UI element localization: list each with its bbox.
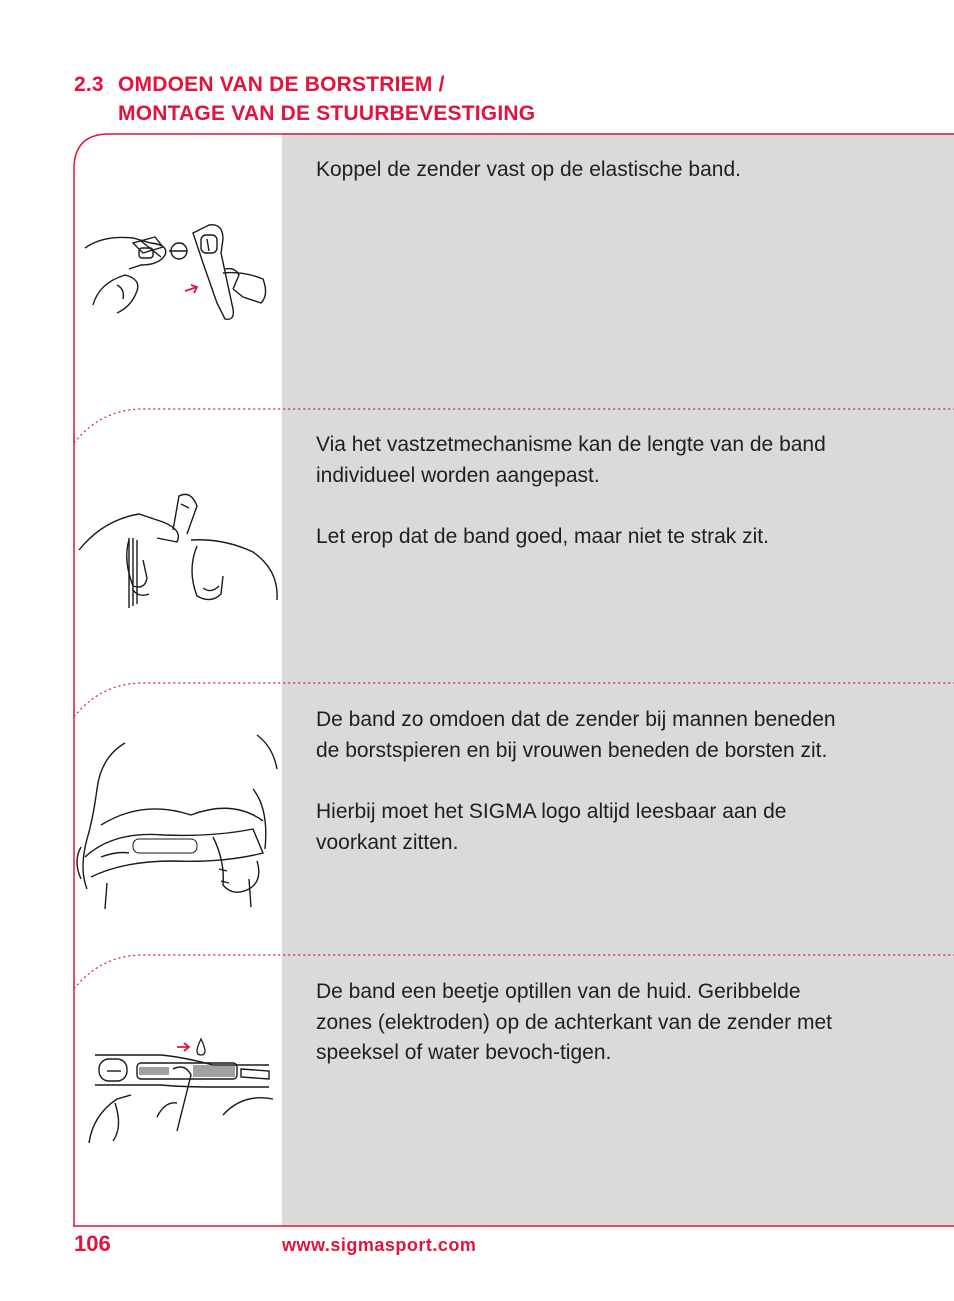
website-link[interactable]: www.sigmasport.com bbox=[282, 1235, 477, 1255]
step-3-paragraph-1: De band zo omdoen dat de zender bij mannen beneden de borstspieren en bij vrouwen beneden de borsten zit. bbox=[316, 708, 836, 762]
step-2 bbox=[73, 408, 954, 683]
moisten-electrodes-illustration bbox=[73, 1031, 282, 1149]
transmitter-shape bbox=[133, 839, 197, 853]
step-1-paragraph-1: Koppel de zender vast op de elastische band. bbox=[316, 158, 741, 181]
red-arrow-icon bbox=[177, 1043, 189, 1051]
adjust-strap-illustration bbox=[73, 490, 282, 618]
section-heading bbox=[74, 70, 535, 128]
step-1 bbox=[73, 133, 954, 408]
section-number: 2.3 bbox=[74, 73, 104, 96]
page-number: 106 bbox=[74, 1231, 111, 1256]
step-3-paragraph-2: Hierbij moet het SIGMA logo altijd leesbaar aan de voorkant zitten. bbox=[316, 800, 787, 855]
heading-line-2: MONTAGE VAN DE STUURBEVESTIGING bbox=[118, 102, 536, 125]
step-2-paragraph-1: Via het vastzetmechanisme kan de lengte van de band individueel worden aangepast. bbox=[316, 433, 826, 487]
step-2-text bbox=[316, 430, 836, 553]
heading-line-1: OMDOEN VAN DE BORSTRIEM / bbox=[118, 73, 445, 96]
attach-transmitter-illustration bbox=[73, 213, 282, 323]
water-drop-icon bbox=[197, 1039, 205, 1055]
step-4 bbox=[73, 955, 954, 1226]
step-1-text bbox=[316, 155, 836, 186]
step-3-text bbox=[316, 705, 836, 859]
electrode-zone bbox=[193, 1065, 235, 1077]
red-arrow-icon bbox=[185, 285, 197, 293]
wear-strap-illustration bbox=[73, 729, 282, 911]
step-4-paragraph-1: De band een beetje optillen van de huid. Geribbelde zones (elektroden) op de achterkant van de zender met speeksel of water bevoch-tigen. bbox=[316, 980, 832, 1065]
step-3 bbox=[73, 683, 954, 955]
step-2-paragraph-2: Let erop dat de band goed, maar niet te strak zit. bbox=[316, 525, 769, 549]
step-4-text bbox=[316, 977, 836, 1069]
